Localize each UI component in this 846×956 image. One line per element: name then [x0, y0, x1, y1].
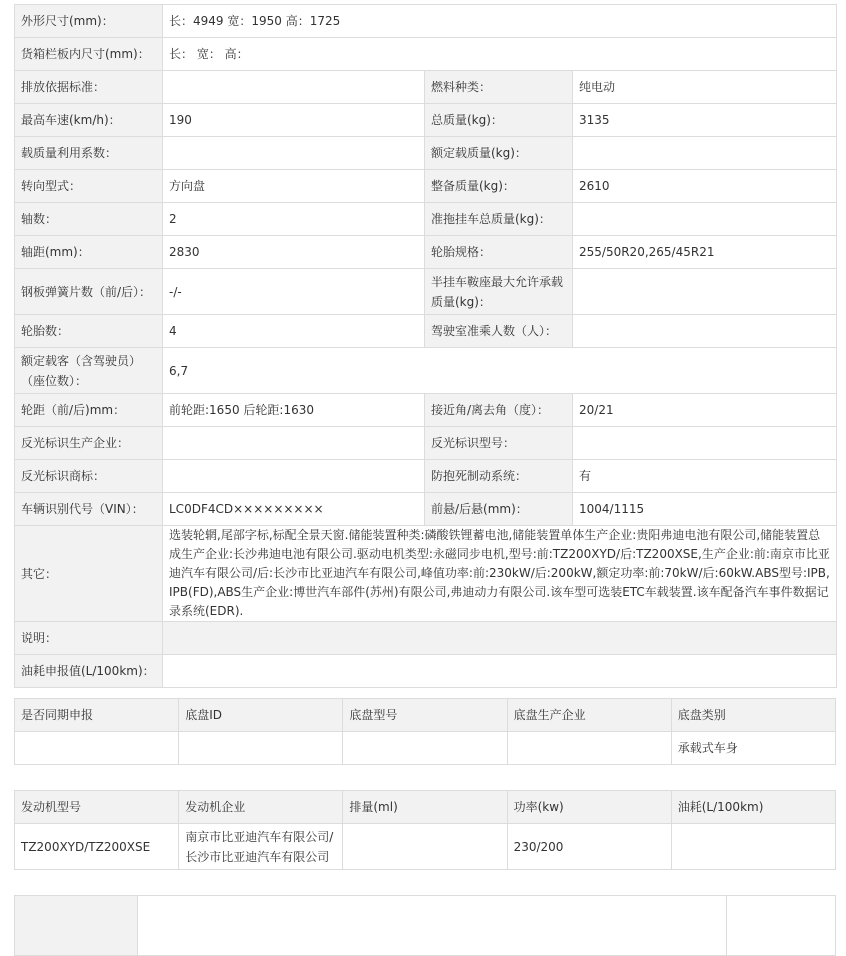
label-track: 轮距（前/后)mm： — [15, 394, 163, 427]
table-row — [15, 5, 837, 38]
table-row — [15, 348, 837, 394]
label-leaf-springs: 钢板弹簧片数（前/后）： — [15, 269, 163, 315]
label-seats: 额定载客（含驾驶员）（座位数）： — [15, 348, 163, 394]
table-row — [15, 526, 837, 622]
label-steering: 转向型式： — [15, 170, 163, 203]
chassis-header-id: 底盘ID — [179, 699, 343, 732]
value-tire-spec: 255/50R20,265/45R21 — [573, 236, 837, 269]
value-abs: 有 — [573, 460, 837, 493]
partial-extra-cell — [727, 896, 836, 956]
table-row — [15, 315, 837, 348]
table-header-row — [15, 699, 836, 732]
label-fuel-consumption: 油耗申报值(L/100km)： — [15, 655, 163, 688]
chassis-cell-model — [343, 732, 507, 765]
table-header-row — [15, 791, 836, 824]
label-reflector-model: 反光标识型号： — [425, 427, 573, 460]
table-row — [15, 203, 837, 236]
engine-header-maker: 发动机企业 — [179, 791, 343, 824]
value-vin: LC0DF4CD××××××××× — [163, 493, 425, 526]
table-row — [15, 170, 837, 203]
value-cab-capacity — [573, 315, 837, 348]
chassis-header-maker: 底盘生产企业 — [507, 699, 671, 732]
value-max-speed: 190 — [163, 104, 425, 137]
value-saddle-load — [573, 269, 837, 315]
value-fuel-consumption — [163, 655, 837, 688]
engine-cell-consumption — [671, 824, 835, 870]
value-load-coefficient — [163, 137, 425, 170]
chassis-cell-maker — [507, 732, 671, 765]
value-approach-angle: 20/21 — [573, 394, 837, 427]
label-max-speed: 最高车速(km/h)： — [15, 104, 163, 137]
label-emission-standard: 排放依据标准： — [15, 71, 163, 104]
value-axles: 2 — [163, 203, 425, 236]
value-steering: 方向盘 — [163, 170, 425, 203]
chassis-header-type: 底盘类别 — [671, 699, 835, 732]
label-trailer-mass: 准拖挂车总质量(kg)： — [425, 203, 573, 236]
label-cargo-dimensions: 货箱栏板内尺寸(mm)： — [15, 38, 163, 71]
table-row — [15, 236, 837, 269]
label-reflector-maker: 反光标识生产企业： — [15, 427, 163, 460]
engine-header-power: 功率(kw) — [507, 791, 671, 824]
table-row — [15, 38, 837, 71]
label-abs: 防抱死制动系统： — [425, 460, 573, 493]
table-row — [15, 104, 837, 137]
label-dimensions: 外形尺寸(mm)： — [15, 5, 163, 38]
value-trailer-mass — [573, 203, 837, 236]
table-row — [15, 824, 836, 870]
table-row — [15, 732, 836, 765]
engine-header-model: 发动机型号 — [15, 791, 179, 824]
label-reflector-brand: 反光标识商标： — [15, 460, 163, 493]
engine-cell-maker: 南京市比亚迪汽车有限公司/长沙市比亚迪汽车有限公司 — [179, 824, 343, 870]
table-row — [15, 493, 837, 526]
label-approach-angle: 接近角/离去角（度）： — [425, 394, 573, 427]
spec-table — [14, 4, 837, 688]
value-emission-standard — [163, 71, 425, 104]
value-curb-mass: 2610 — [573, 170, 837, 203]
value-wheelbase: 2830 — [163, 236, 425, 269]
label-wheelbase: 轴距(mm)： — [15, 236, 163, 269]
label-curb-mass: 整备质量(kg)： — [425, 170, 573, 203]
label-vin: 车辆识别代号（VIN）： — [15, 493, 163, 526]
value-notes — [163, 622, 837, 655]
value-reflector-model — [573, 427, 837, 460]
partial-table — [14, 895, 836, 956]
label-gross-mass: 总质量(kg)： — [425, 104, 573, 137]
table-row — [15, 137, 837, 170]
table-row — [15, 622, 837, 655]
partial-label-cell — [15, 896, 138, 956]
label-load-coefficient: 载质量利用系数： — [15, 137, 163, 170]
engine-cell-displacement — [343, 824, 507, 870]
value-gross-mass: 3135 — [573, 104, 837, 137]
partial-value-cell — [138, 896, 727, 956]
value-reflector-brand — [163, 460, 425, 493]
engine-table — [14, 790, 836, 870]
label-tire-count: 轮胎数： — [15, 315, 163, 348]
value-leaf-springs: -/- — [163, 269, 425, 315]
table-row — [15, 460, 837, 493]
chassis-cell-type: 承载式车身 — [671, 732, 835, 765]
table-row — [15, 269, 837, 315]
label-axles: 轴数： — [15, 203, 163, 236]
value-cargo-dimensions: 长： 宽： 高： — [163, 38, 837, 71]
label-fuel-type: 燃料种类： — [425, 71, 573, 104]
engine-cell-model: TZ200XYD/TZ200XSE — [15, 824, 179, 870]
chassis-cell-sync — [15, 732, 179, 765]
label-other: 其它： — [15, 526, 163, 622]
chassis-cell-id — [179, 732, 343, 765]
value-other: 选装轮辋,尾部字标,标配全景天窗.储能装置种类:磷酸铁锂蓄电池,储能装置单体生产企业:贵阳弗迪电池有限公司,储能装置总成生产企业:长沙弗迪电池有限公司.驱动电机类型:永磁同步电机,型号:前:TZ200XYD/后:TZ200XSE,生产企业:前:南京市比亚迪汽车有限公司/后:长沙市比亚迪汽车有限公司,峰值功率:前:230kW/后:200kW,额定功率:前:70kW/后:60kW.ABS型号:IPB,IPB(FD),ABS生产企业:博世汽车部件(苏州)有限公司,弗迪动力有限公司.该车型可选装ETC车载装置.该车配备汽车事件数据记录系统(EDR). — [163, 526, 837, 622]
value-seats: 6,7 — [163, 348, 837, 394]
label-tire-spec: 轮胎规格： — [425, 236, 573, 269]
table-row — [15, 655, 837, 688]
table-row — [15, 394, 837, 427]
label-cab-capacity: 驾驶室准乘人数（人）： — [425, 315, 573, 348]
engine-header-consumption: 油耗(L/100km) — [671, 791, 835, 824]
label-saddle-load: 半挂车鞍座最大允许承载质量(kg)： — [425, 269, 573, 315]
value-reflector-maker — [163, 427, 425, 460]
engine-cell-power: 230/200 — [507, 824, 671, 870]
table-row — [15, 896, 836, 956]
value-fuel-type: 纯电动 — [573, 71, 837, 104]
chassis-table — [14, 698, 836, 765]
table-row — [15, 427, 837, 460]
table-row — [15, 71, 837, 104]
value-overhang: 1004/1115 — [573, 493, 837, 526]
value-track: 前轮距:1650 后轮距:1630 — [163, 394, 425, 427]
value-tire-count: 4 — [163, 315, 425, 348]
value-dimensions: 长：4949 宽：1950 高：1725 — [163, 5, 837, 38]
label-overhang: 前悬/后悬(mm)： — [425, 493, 573, 526]
chassis-header-sync: 是否同期申报 — [15, 699, 179, 732]
label-rated-load: 额定载质量(kg)： — [425, 137, 573, 170]
engine-header-displacement: 排量(ml) — [343, 791, 507, 824]
chassis-header-model: 底盘型号 — [343, 699, 507, 732]
label-notes: 说明： — [15, 622, 163, 655]
value-rated-load — [573, 137, 837, 170]
